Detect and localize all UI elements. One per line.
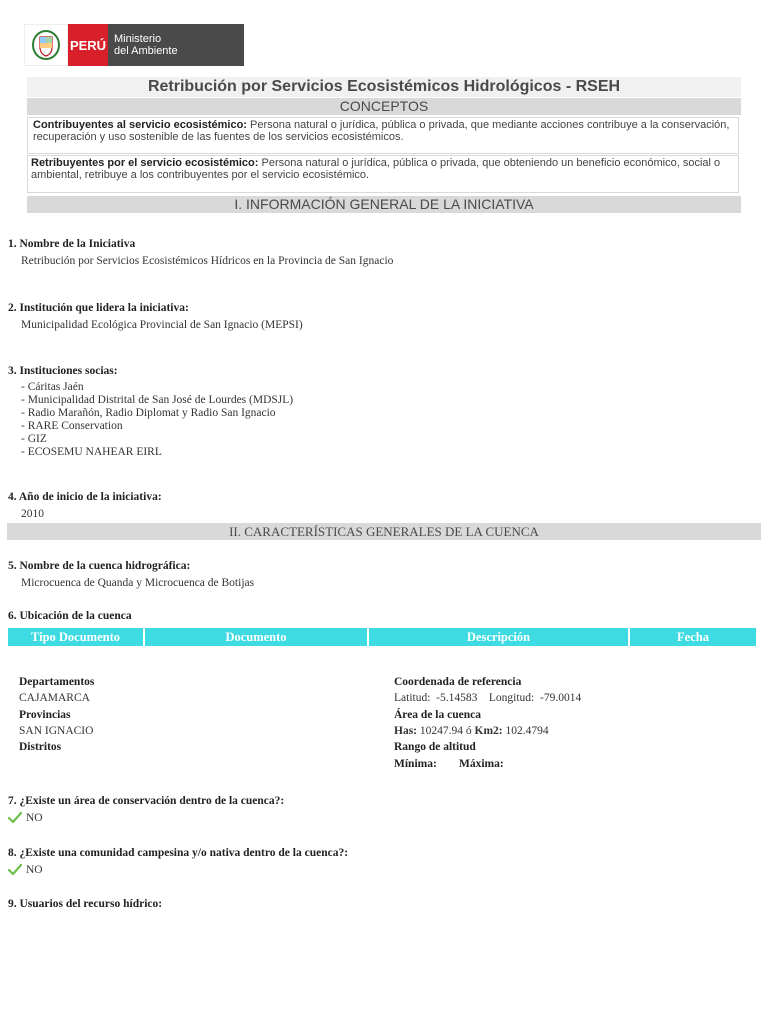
col-fecha[interactable]: Fecha	[630, 628, 756, 646]
partner-item: - ECOSEMU NAHEAR EIRL	[21, 446, 162, 458]
area-label: Área de la cuenca	[394, 709, 481, 721]
q6-label: 6. Ubicación de la cuenca	[8, 610, 132, 622]
col-descripcion[interactable]: Descripción	[369, 628, 628, 646]
logo-ministry-line2: del Ambiente	[114, 45, 178, 57]
q9-label: 9. Usuarios del recurso hídrico:	[8, 898, 163, 910]
partner-item: - Cáritas Jaén	[21, 381, 84, 393]
maxima-label: Máxima:	[459, 758, 504, 770]
q8-answer: NO	[26, 864, 43, 876]
distritos-label: Distritos	[19, 741, 62, 753]
coord-label: Coordenada de referencia	[394, 676, 522, 688]
coat-of-arms-icon	[24, 24, 68, 66]
documents-table-header	[8, 628, 758, 646]
coord-values	[394, 692, 581, 704]
longitud-label: Longitud:	[488, 692, 535, 704]
concepts-heading: CONCEPTOS	[27, 98, 741, 115]
contribuyentes-term: Contribuyentes al servicio ecosistémico:	[33, 119, 247, 131]
q3-label: 3. Instituciones socias:	[8, 365, 118, 377]
section2-heading: II. CARACTERÍSTICAS GENERALES DE LA CUENCA	[7, 523, 761, 540]
retribuyentes-term: Retribuyentes por el servicio ecosistémico:	[31, 157, 259, 169]
departamentos-value: CAJAMARCA	[19, 692, 90, 704]
q1-label: 1. Nombre de la Iniciativa	[8, 238, 136, 250]
km2-value: 102.4794	[505, 725, 549, 737]
logo-country-text: PERÚ	[68, 24, 108, 66]
has-label: Has:	[394, 725, 417, 737]
partner-item: - RARE Conservation	[21, 420, 123, 432]
logo-ministry-text	[108, 24, 244, 66]
col-tipo-documento[interactable]: Tipo Documento	[8, 628, 143, 646]
page-title: Retribución por Servicios Ecosistémicos Hidrológicos - RSEH	[27, 77, 741, 97]
q7-answer: NO	[26, 812, 43, 824]
departamentos-label: Departamentos	[19, 676, 95, 688]
q4-answer: 2010	[21, 508, 44, 520]
has-value: 10247.94 ó	[419, 725, 472, 737]
checkmark-icon	[8, 812, 22, 824]
col-documento[interactable]: Documento	[145, 628, 367, 646]
retribuyentes-definition: Persona natural o jurídica, pública o privada, que obteniendo un beneficio económico, social o ambiental, retribuye a los contribuyentes por el servicio ecosistémico.	[31, 157, 721, 181]
provincias-value: SAN IGNACIO	[19, 725, 94, 737]
q5-label: 5. Nombre de la cuenca hidrográfica:	[8, 560, 191, 572]
provincias-label: Provincias	[19, 709, 71, 721]
q8-label: 8. ¿Existe una comunidad campesina y/o nativa dentro de la cuenca?:	[8, 847, 349, 859]
section1-heading: I. INFORMACIÓN GENERAL DE LA INICIATIVA	[27, 196, 741, 213]
logo-ministry-line1: Ministerio	[114, 33, 162, 45]
ministry-logo	[24, 24, 244, 66]
q2-answer: Municipalidad Ecológica Provincial de San Ignacio (MEPSI)	[21, 319, 303, 331]
q4-label: 4. Año de inicio de la iniciativa:	[8, 491, 162, 503]
latitud-label: Latitud:	[394, 692, 431, 704]
area-values	[394, 725, 549, 737]
q2-label: 2. Institución que lidera la iniciativa:	[8, 302, 189, 314]
partner-item: - GIZ	[21, 433, 47, 445]
latitud-value: -5.14583	[436, 692, 478, 704]
contribuyentes-definition: Persona natural o jurídica, pública o privada, que mediante acciones contribuye a la conservación, recuperación y uso sostenible de las fuentes de los servicios ecosistémicos.	[33, 119, 730, 143]
checkmark-icon	[8, 864, 22, 876]
rango-label: Rango de altitud	[394, 741, 476, 753]
q1-answer: Retribución por Servicios Ecosistémicos Hídricos en la Provincia de San Ignacio	[21, 255, 394, 267]
q5-answer: Microcuenca de Quanda y Microcuenca de Botijas	[21, 577, 255, 589]
q8-answer-row	[8, 864, 43, 876]
concept-contribuyentes	[27, 117, 739, 154]
longitud-value: -79.0014	[540, 692, 582, 704]
partner-item: - Radio Marañón, Radio Diplomat y Radio San Ignacio	[21, 407, 276, 419]
partner-list	[21, 381, 293, 459]
partner-item: - Municipalidad Distrital de San José de Lourdes (MDSJL)	[21, 394, 294, 406]
q7-answer-row	[8, 812, 43, 824]
q7-label: 7. ¿Existe un área de conservación dentro de la cuenca?:	[8, 795, 285, 807]
concept-retribuyentes	[27, 155, 739, 193]
minima-label: Mínima:	[394, 758, 437, 770]
km2-label: Km2:	[474, 725, 503, 737]
